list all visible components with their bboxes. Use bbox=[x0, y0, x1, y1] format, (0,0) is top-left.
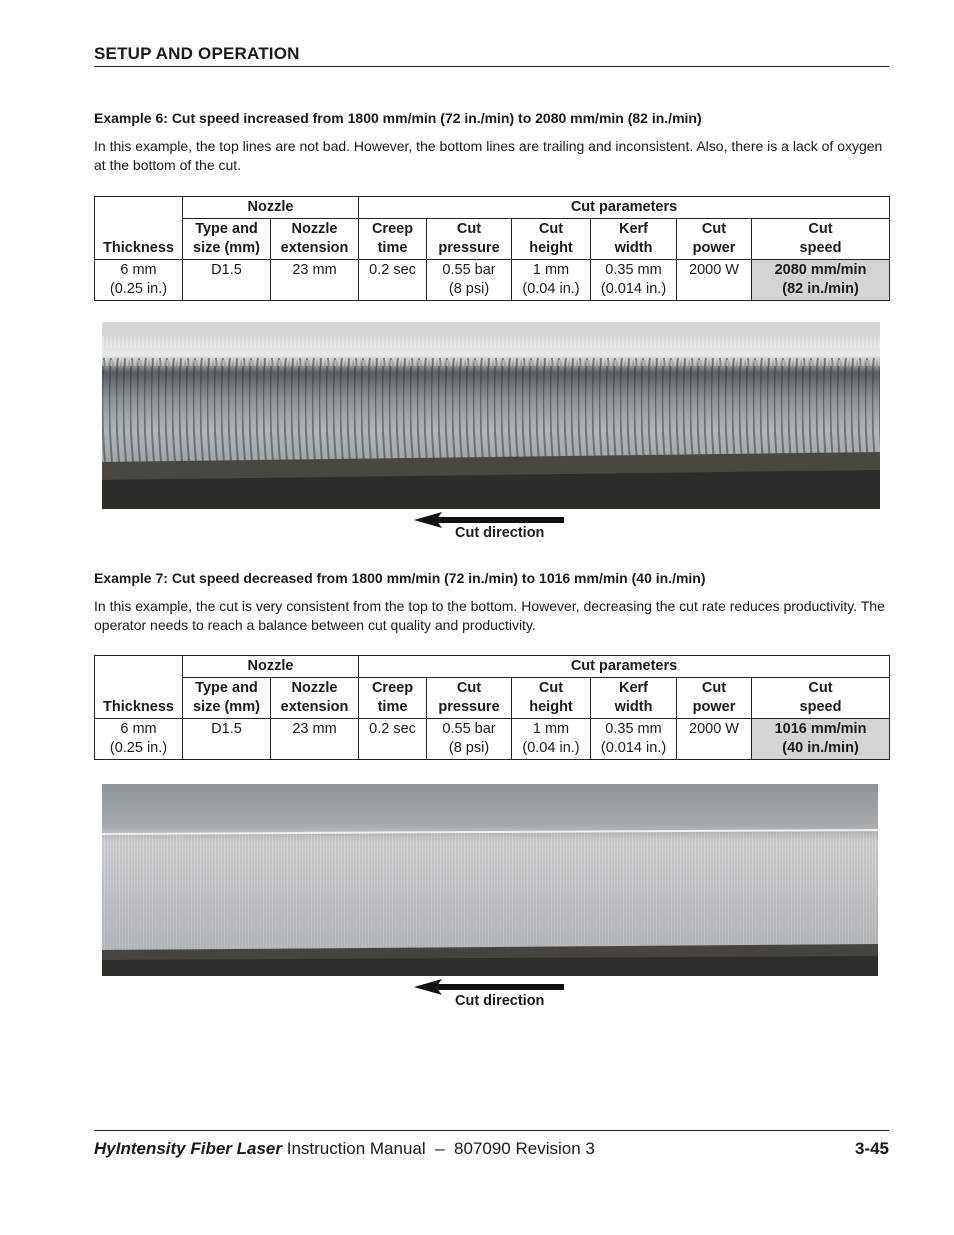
header-kerf-width: Kerf width bbox=[591, 678, 677, 719]
header-nozzle-extension: Nozzle extension bbox=[271, 219, 359, 260]
cell-creep-time: 0.2 sec bbox=[359, 260, 427, 301]
page-footer bbox=[94, 1130, 889, 1159]
header-cut-speed: Cut speed bbox=[752, 219, 890, 260]
cell-thickness: 6 mm (0.25 in.) bbox=[95, 719, 183, 760]
page-number: 3-45 bbox=[854, 1139, 889, 1158]
header-cut-pressure: Cut pressure bbox=[427, 678, 512, 719]
cell-cut-pressure: 0.55 bar (8 psi) bbox=[427, 260, 512, 301]
header-cut-parameters: Cut parameters bbox=[359, 197, 890, 219]
table-header-row bbox=[95, 656, 890, 678]
header-creep-time: Creep time bbox=[359, 219, 427, 260]
example-7-cut-direction-label: Cut direction bbox=[455, 993, 545, 1009]
cell-cut-speed: 2080 mm/min (82 in./min) bbox=[752, 260, 890, 301]
table-row bbox=[95, 719, 890, 760]
header-cut-height: Cut height bbox=[512, 678, 591, 719]
table-header-row bbox=[95, 197, 890, 219]
header-cut-power: Cut power bbox=[677, 678, 752, 719]
header-nozzle: Nozzle bbox=[183, 656, 359, 678]
example-6-cut-direction-label: Cut direction bbox=[455, 525, 545, 541]
document-number: 807090 Revision 3 bbox=[454, 1139, 595, 1158]
header-thickness: Thickness bbox=[95, 197, 183, 260]
cell-creep-time: 0.2 sec bbox=[359, 719, 427, 760]
product-brand: HyIntensity Fiber Laser bbox=[94, 1139, 283, 1158]
example-6-parameters-table bbox=[94, 196, 890, 301]
header-creep-time: Creep time bbox=[359, 678, 427, 719]
cell-nozzle-extension: 23 mm bbox=[271, 260, 359, 301]
table-row bbox=[95, 260, 890, 301]
cell-type-size: D1.5 bbox=[183, 719, 271, 760]
header-cut-parameters: Cut parameters bbox=[359, 656, 890, 678]
header-type-size: Type and size (mm) bbox=[183, 678, 271, 719]
header-cut-speed: Cut speed bbox=[752, 678, 890, 719]
cell-nozzle-extension: 23 mm bbox=[271, 719, 359, 760]
header-cut-height: Cut height bbox=[512, 219, 591, 260]
header-type-size: Type and size (mm) bbox=[183, 219, 271, 260]
table-subheader-row bbox=[95, 219, 890, 260]
example-6-cut-edge-photo bbox=[102, 322, 880, 509]
table-subheader-row bbox=[95, 678, 890, 719]
cell-cut-power: 2000 W bbox=[677, 260, 752, 301]
cell-kerf-width: 0.35 mm (0.014 in.) bbox=[591, 719, 677, 760]
example-7-parameters-table bbox=[94, 655, 890, 760]
cell-cut-power: 2000 W bbox=[677, 719, 752, 760]
example-7-description: In this example, the cut is very consistent from the top to the bottom. However, decreasing the cut rate reduces productivity. The operator needs to reach a balance between cut quality and productivity. bbox=[94, 598, 885, 633]
header-cut-power: Cut power bbox=[677, 219, 752, 260]
section-header: SETUP AND OPERATION bbox=[94, 44, 889, 67]
cell-kerf-width: 0.35 mm (0.014 in.) bbox=[591, 260, 677, 301]
cell-thickness: 6 mm (0.25 in.) bbox=[95, 260, 183, 301]
header-nozzle: Nozzle bbox=[183, 197, 359, 219]
header-nozzle-extension: Nozzle extension bbox=[271, 678, 359, 719]
cell-cut-height: 1 mm (0.04 in.) bbox=[512, 260, 591, 301]
cell-cut-height: 1 mm (0.04 in.) bbox=[512, 719, 591, 760]
manual-label: Instruction Manual bbox=[286, 1139, 426, 1158]
example-6-title: Example 6: Cut speed increased from 1800 mm/min (72 in./min) to 2080 mm/min (82 in./min) bbox=[94, 110, 702, 126]
example-6-description: In this example, the top lines are not bad. However, the bottom lines are trailing and inconsistent. Also, there is a lack of oxygen at the bottom of the cut. bbox=[94, 138, 883, 173]
header-kerf-width: Kerf width bbox=[591, 219, 677, 260]
cell-cut-speed: 1016 mm/min (40 in./min) bbox=[752, 719, 890, 760]
header-cut-pressure: Cut pressure bbox=[427, 219, 512, 260]
header-thickness: Thickness bbox=[95, 656, 183, 719]
cell-type-size: D1.5 bbox=[183, 260, 271, 301]
footer-dash: – bbox=[435, 1139, 445, 1158]
cell-cut-pressure: 0.55 bar (8 psi) bbox=[427, 719, 512, 760]
example-7-title: Example 7: Cut speed decreased from 1800 mm/min (72 in./min) to 1016 mm/min (40 in./min) bbox=[94, 570, 706, 586]
example-7-cut-edge-photo bbox=[102, 784, 878, 976]
